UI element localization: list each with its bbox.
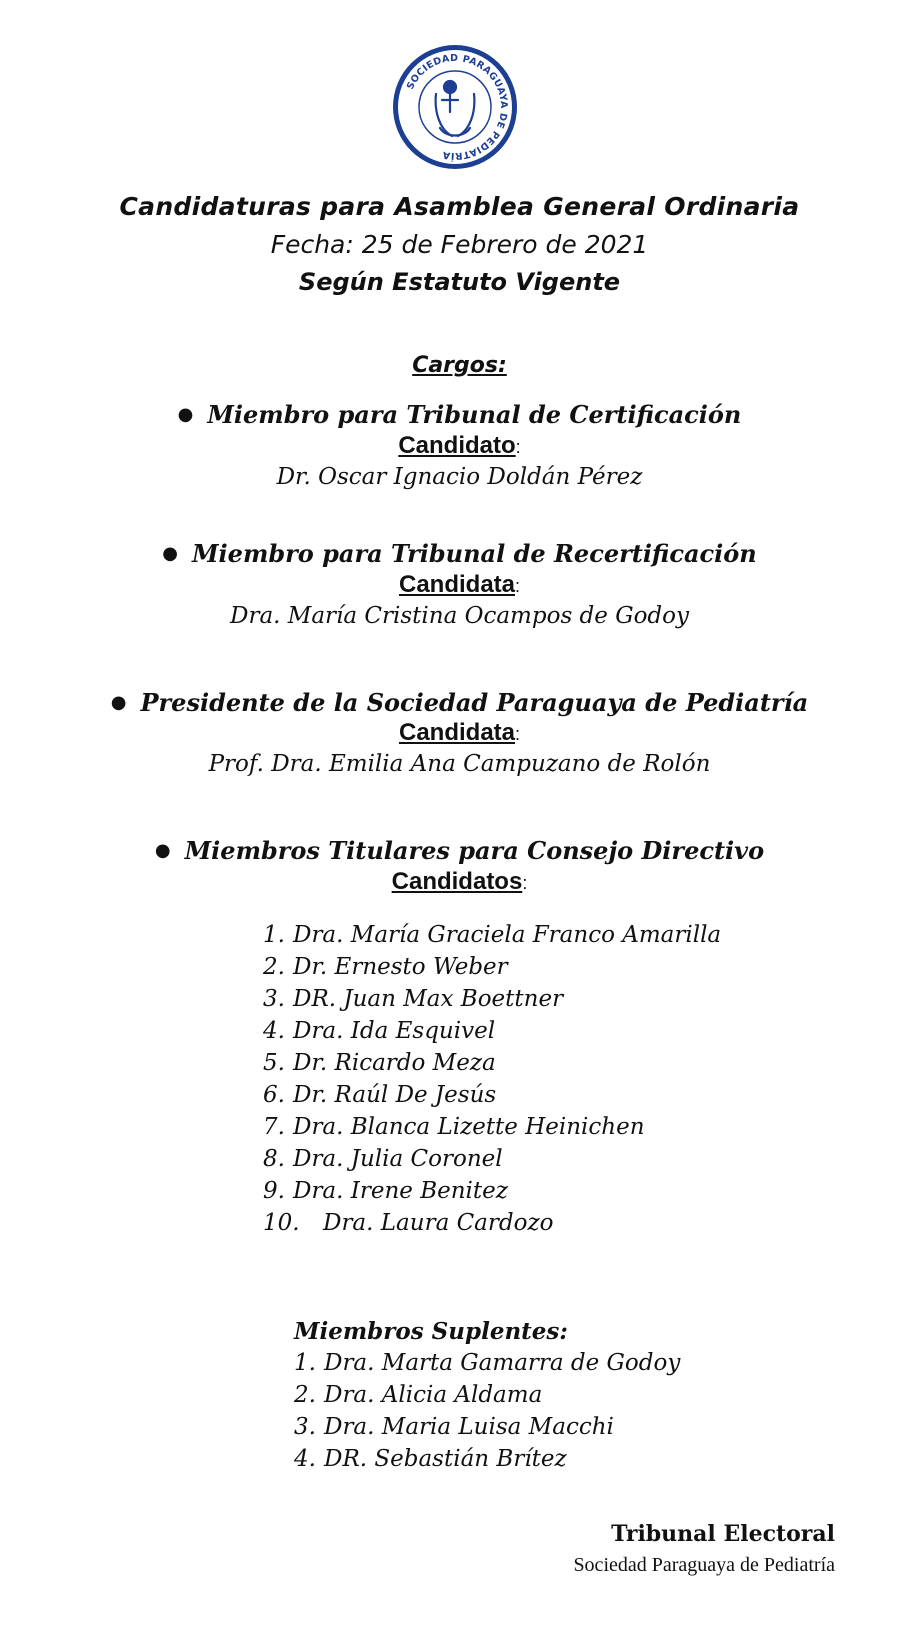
list-item: 4. DR. Sebastián Brítez — [294, 1446, 567, 1472]
suplentes-heading: Miembros Suplentes: — [294, 1318, 568, 1345]
candidate-label: Candidata: — [398, 719, 521, 746]
document-date: Fecha: 25 de Febrero de 2021 — [270, 230, 649, 259]
position-title: ● Miembro para Tribunal de Recertificación — [162, 539, 757, 568]
list-item: 2. Dra. Alicia Aldama — [294, 1382, 543, 1408]
candidate-name: Dr. Oscar Ignacio Doldán Pérez — [276, 464, 643, 490]
candidate-label: Candidata: — [398, 571, 521, 598]
bullet-icon: ● — [110, 692, 127, 713]
bullet-icon: ● — [177, 404, 194, 425]
list-item: 10. Dra. Laura Cardozo — [263, 1210, 554, 1236]
signature-org: Sociedad Paraguaya de Pediatría — [573, 1554, 835, 1576]
position-title: ● Miembro para Tribunal de Certificación — [177, 400, 742, 429]
list-item: 3. DR. Juan Max Boettner — [263, 986, 564, 1012]
document-title: Candidaturas para Asamblea General Ordinaria — [119, 192, 800, 221]
bullet-icon: ● — [154, 840, 171, 861]
list-item: 1. Dra. Marta Gamarra de Godoy — [294, 1350, 681, 1376]
candidate-label: Candidato: — [398, 432, 521, 459]
position-title: ● Presidente de la Sociedad Paraguaya de Pediatría — [110, 688, 809, 717]
logo-text: SOCIEDAD PARAGUAYA DE PEDIATRÍA — [404, 52, 510, 162]
signature-title: Tribunal Electoral — [611, 1521, 835, 1547]
document-subtitle: Según Estatuto Vigente — [298, 268, 621, 296]
position-title: ● Miembros Titulares para Consejo Directivo — [154, 836, 765, 865]
bullet-icon: ● — [162, 543, 178, 564]
society-logo — [390, 42, 520, 172]
list-item: 2. Dr. Ernesto Weber — [263, 954, 508, 980]
candidate-label: Candidatos: — [391, 868, 528, 895]
list-item: 7. Dra. Blanca Lizette Heinichen — [263, 1114, 645, 1140]
candidate-name: Dra. María Cristina Ocampos de Godoy — [230, 603, 689, 629]
cargos-heading: Cargos: — [412, 353, 507, 378]
list-item: 6. Dr. Raúl De Jesús — [263, 1082, 497, 1108]
list-item: 1. Dra. María Graciela Franco Amarilla — [263, 922, 722, 948]
list-item: 3. Dra. Maria Luisa Macchi — [294, 1414, 614, 1440]
list-item: 9. Dra. Irene Benitez — [263, 1178, 508, 1204]
list-item: 8. Dra. Julia Coronel — [263, 1146, 503, 1172]
list-item: 5. Dr. Ricardo Meza — [263, 1050, 496, 1076]
list-item: 4. Dra. Ida Esquivel — [263, 1018, 496, 1044]
candidate-name: Prof. Dra. Emilia Ana Campuzano de Rolón — [208, 751, 711, 777]
